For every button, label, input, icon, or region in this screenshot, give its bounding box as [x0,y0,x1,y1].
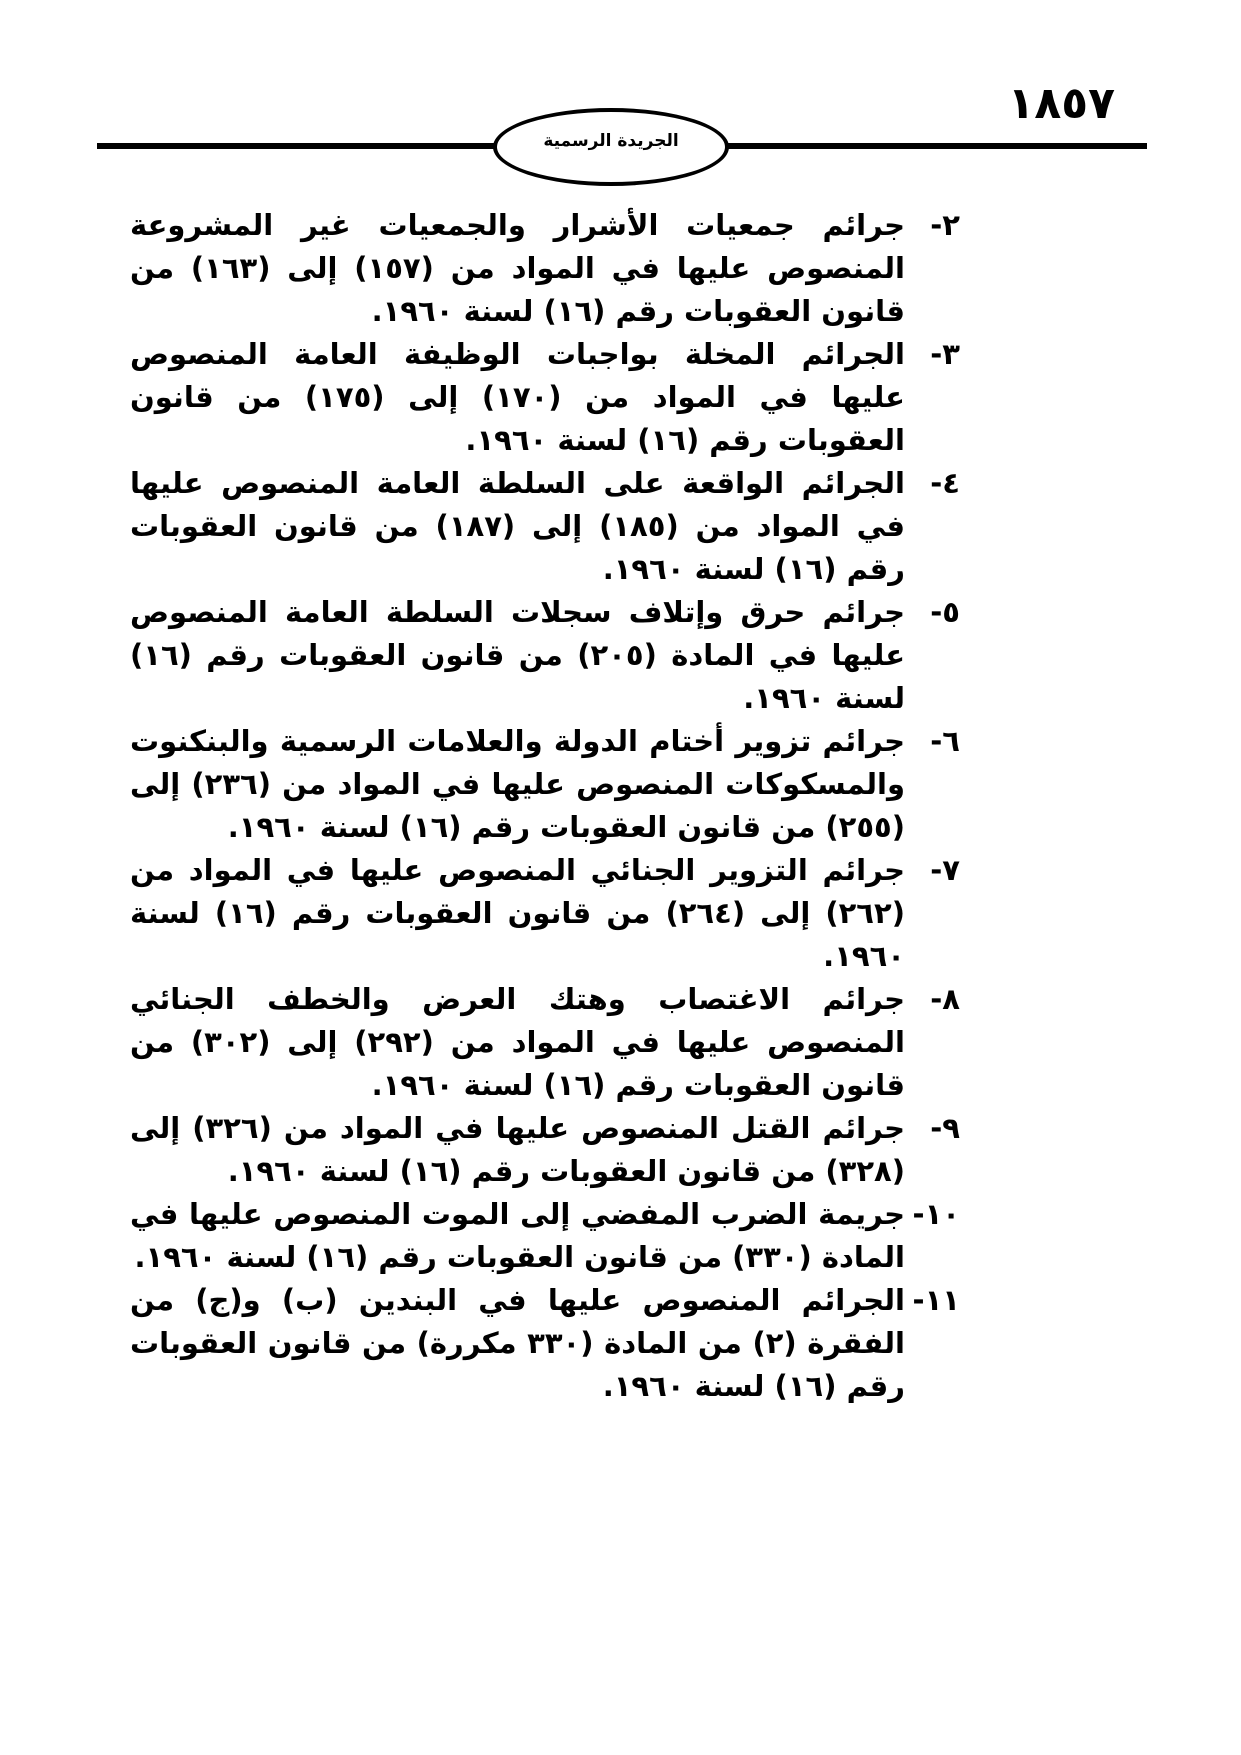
item-number: ٤- [930,466,960,500]
list-item [130,1193,960,1279]
list-item [130,591,960,720]
list-item [130,333,960,462]
list-item [130,204,960,333]
item-number: ٥- [930,595,960,629]
item-text: جرائم التزوير الجنائي المنصوص عليها في المواد من (٢٦٢) إلى (٢٦٤) من قانون العقوبات رقم (١٦) لسنة ١٩٦٠. [130,853,905,973]
list-item [130,720,960,849]
item-text: جرائم القتل المنصوص عليها في المواد من (٣٢٦) إلى (٣٢٨) من قانون العقوبات رقم (١٦) لسنة ١٩٦٠. [130,1111,905,1188]
item-text: جرائم حرق وإتلاف سجلات السلطة العامة المنصوص عليها في المادة (٢٠٥) من قانون العقوبات رقم (١٦) لسنة ١٩٦٠. [130,595,905,715]
list-item [130,978,960,1107]
item-number: ١١- [912,1283,960,1317]
item-number: ١٠- [912,1197,960,1231]
item-text: الجرائم المنصوص عليها في البندين (ب) و(ج) من الفقرة (٢) من المادة (٣٣٠ مكررة) من قانون العقوبات رقم (١٦) لسنة ١٩٦٠. [130,1283,905,1403]
item-text: جرائم تزوير أختام الدولة والعلامات الرسمية والبنكنوت والمسكوكات المنصوص عليها في المواد من (٢٣٦) إلى (٢٥٥) من قانون العقوبات رقم (١٦) لسنة ١٩٦٠. [130,724,905,844]
item-text: جرائم الاغتصاب وهتك العرض والخطف الجنائي المنصوص عليها في المواد من (٢٩٢) إلى (٣٠٢) من قانون العقوبات رقم (١٦) لسنة ١٩٦٠. [130,982,905,1102]
item-number: ٦- [930,724,960,758]
item-text: جرائم جمعيات الأشرار والجمعيات غير المشروعة المنصوص عليها في المواد من (١٥٧) إلى (١٦٣) من قانون العقوبات رقم (١٦) لسنة ١٩٦٠. [130,208,905,328]
gazette-title: الجريدة الرسمية [543,131,679,151]
list-item [130,1107,960,1193]
item-number: ٢- [930,208,960,242]
item-text: جريمة الضرب المفضي إلى الموت المنصوص عليها في المادة (٣٣٠) من قانون العقوبات رقم (١٦) لسنة ١٩٦٠. [130,1197,905,1274]
item-text: الجرائم الواقعة على السلطة العامة المنصوص عليها في المواد من (١٨٥) إلى (١٨٧) من قانون العقوبات رقم (١٦) لسنة ١٩٦٠. [130,466,906,586]
page-number: ١٨٥٧ [1007,78,1115,129]
item-text: الجرائم المخلة بواجبات الوظيفة العامة المنصوص عليها في المواد من (١٧٠) إلى (١٧٥) من قانون العقوبات رقم (١٦) لسنة ١٩٦٠. [130,337,905,457]
item-number: ٣- [930,337,960,371]
item-number: ٧- [930,853,960,887]
item-number: ٩- [930,1111,960,1145]
list-item [130,1279,960,1408]
list-item [130,849,960,978]
item-number: ٨- [930,982,960,1016]
article-list [130,204,960,1408]
gazette-title-oval [493,108,729,186]
list-item [130,462,960,591]
